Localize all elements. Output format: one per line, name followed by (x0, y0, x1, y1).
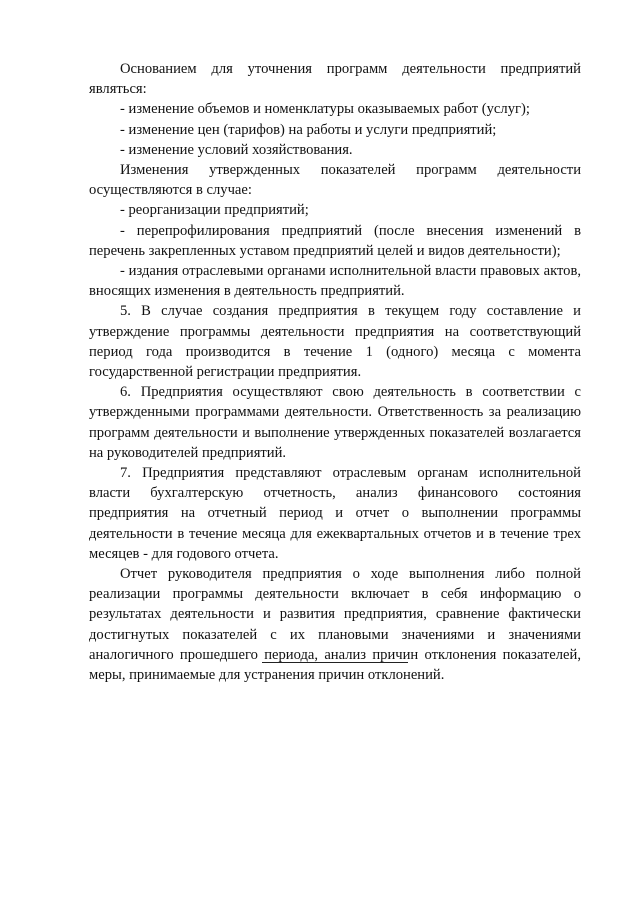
document-body (89, 59, 581, 685)
list-item-price-change: - изменение цен (тарифов) на работы и услуги предприятий; (120, 121, 497, 138)
paragraph-changes: Изменения утвержденных показателей программ деятельности осуществляются в случае: (89, 162, 581, 199)
paragraph-5: 5. В случае создания предприятия в текущем году составление и утверждение программы деятельности предприятия на соответствующий период года производится в течение 1 (одного) месяца с момента государственной регистрации предприятия. (89, 303, 581, 381)
list-item-volume-change: - изменение объемов и номенклатуры оказываемых работ (услуг); (120, 101, 530, 118)
paragraph-6: 6. Предприятия осуществляют свою деятельность в соответствии с утвержденными программами деятельности. Ответственность за реализацию программ деятельности и выполнение утвержденных показателей возлагается на руководителей предприятий. (89, 384, 581, 461)
list-item-legal-acts: - издания отраслевыми органами исполнительной власти правовых актов, вносящих изменения в деятельность предприятий. (89, 263, 581, 300)
paragraph-basis: Основанием для уточнения программ деятельности предприятий являться: (89, 61, 581, 98)
list-item-reprofiling: - перепрофилирования предприятий (после внесения изменений в перечень закрепленных уставом предприятий целей и видов деятельности); (89, 222, 581, 259)
end-divider (262, 662, 408, 663)
paragraph-report: Отчет руководителя предприятия о ходе выполнения либо полной реализации программы деятельности включает в себя информацию о результатах деятельности и развития предприятия, сравнение фактически достигнутых показателей с их плановыми значениями и значениями аналогичного прошедшего периода, анализ причин отклонения показателей, меры, принимаемые для устранения причин отклонений. (89, 566, 581, 684)
list-item-reorganization: - реорганизации предприятий; (120, 202, 309, 219)
paragraph-7: 7. Предприятия представляют отраслевым органам исполнительной власти бухгалтерскую отчетность, анализ финансового состояния предприятия на отчетный период и отчет о выполнении программы деятельности в течение месяца для ежеквартальных отчетов и в течение трех месяцев - для годового отчета. (89, 465, 581, 562)
list-item-conditions-change: - изменение условий хозяйствования. (120, 141, 353, 158)
